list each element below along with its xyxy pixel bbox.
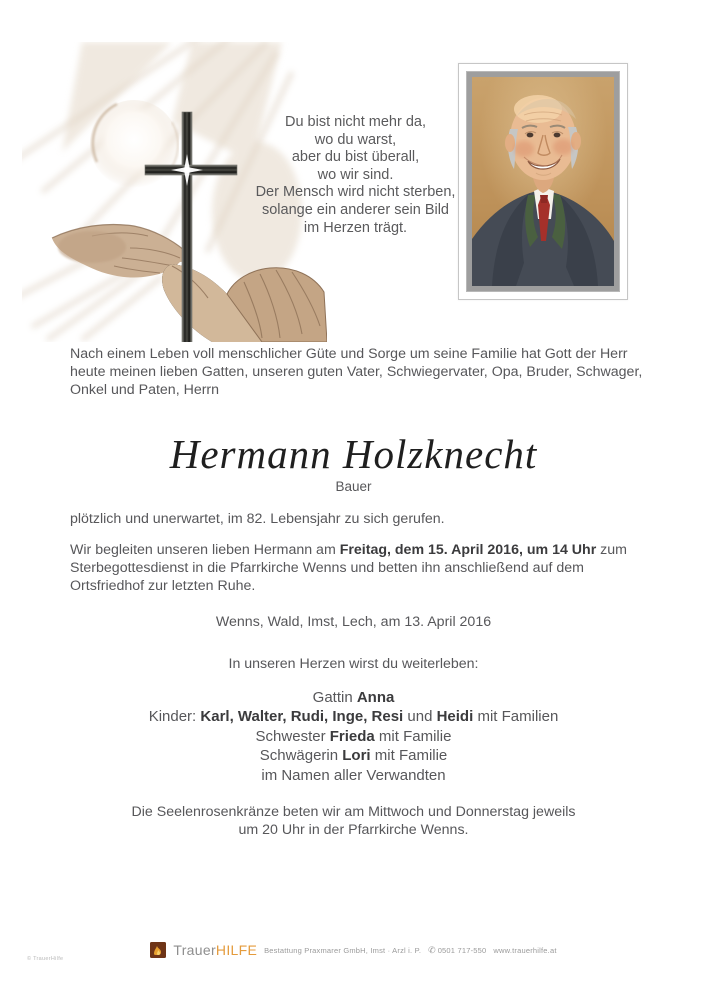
death-circumstance-text: plötzlich und unerwartet, im 82. Lebensjahr zu sich gerufen. — [70, 511, 445, 527]
phone-icon: ✆ — [428, 944, 436, 955]
portrait-illustration — [472, 77, 614, 286]
company-line: Bestattung Praxmarer GmbH, Imst · Arzl i. P. — [264, 945, 422, 955]
phone-number: 0501 717-550 — [437, 945, 487, 955]
memorial-poem: Du bist nicht mehr da, wo du warst, aber du bist überall, wo wir sind. Der Mensch wird nicht sterben, solange ein anderer sein Bild im Herzen trägt. — [255, 114, 456, 236]
family-line-gattin: Gattin Anna — [312, 689, 395, 706]
brand-part-hilfe: HILFE — [215, 942, 258, 958]
introduction-text: Nach einem Leben voll menschlicher Güte und Sorge um seine Familie hat Gott der Herr heute meinen lieben Gatten, unseren guten Vater, Schwiegervater, Opa, Bruder, Schwager, Onkel und Paten, Herrn — [70, 346, 643, 398]
family-line-verwandte: im Namen aller Verwandten — [261, 766, 446, 784]
funeral-home-footer — [0, 942, 707, 958]
deceased-profession: Bauer — [335, 479, 372, 494]
mourning-family-list — [0, 688, 707, 785]
place-date-line: Wenns, Wald, Imst, Lech, am 13. April 2016 — [215, 614, 492, 630]
family-line-schwaegerin: Schwägerin Lori mit Familie — [259, 747, 448, 765]
family-line-kinder: Kinder: Karl, Walter, Rudi, Inge, Resi und Heidi mit Familien — [148, 708, 559, 726]
website-text: www.trauerhilfe.at — [493, 945, 557, 955]
copyright-note: © TrauerHilfe — [27, 956, 64, 962]
portrait-photo-frame — [458, 63, 628, 300]
rosary-note: Die Seelenrosenkränze beten wir am Mittwoch und Donnerstag jeweils um 20 Uhr in der Pfarrkirche Wenns. — [131, 804, 576, 838]
brand-name — [173, 942, 257, 958]
deceased-name: Hermann Holzknecht — [169, 431, 538, 477]
family-line-schwester: Schwester Frieda mit Familie — [255, 727, 452, 745]
trauerhilfe-logo-icon — [150, 942, 166, 958]
portrait-photo — [467, 72, 619, 291]
remembrance-line: In unseren Herzen wirst du weiterleben: — [228, 656, 479, 672]
brand-part-trauer: Trauer — [173, 942, 216, 958]
phone-block — [428, 945, 486, 956]
funeral-announcement: Wir begleiten unseren lieben Hermann am Freitag, dem 15. April 2016, um 14 Uhr zum Sterbegottesdienst in die Pfarrkirche Wenns und betten ihn anschließend auf dem Ortsfriedhof zur letzten Ruhe. — [70, 542, 627, 594]
